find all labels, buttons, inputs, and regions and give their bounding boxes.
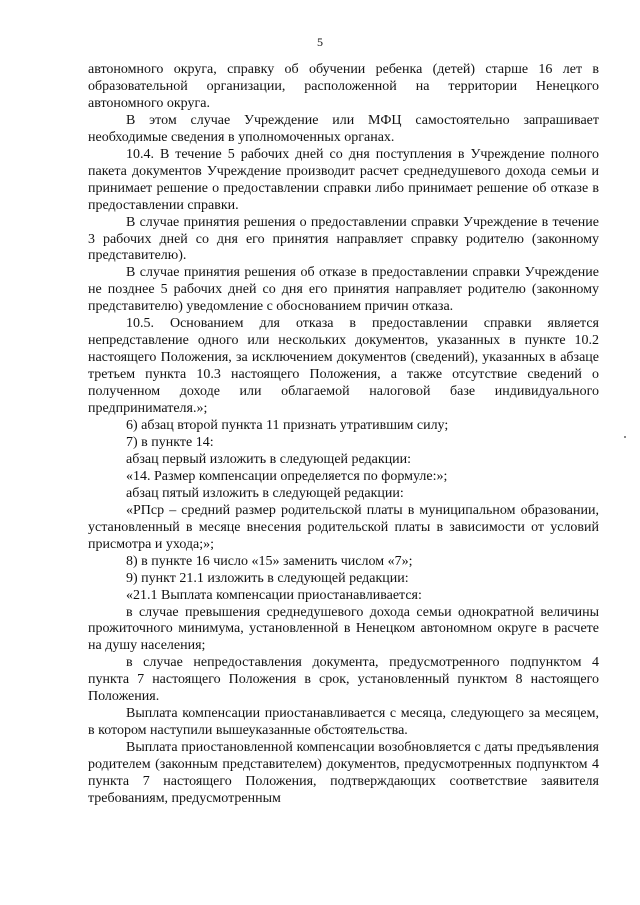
document-body <box>88 62 599 808</box>
paragraph: абзац пятый изложить в следующей редакции: <box>126 485 404 501</box>
paragraph: 9) пункт 21.1 изложить в следующей редакции: <box>126 570 409 586</box>
paragraph: «РПср – средний размер родительской платы в муниципальном образовании, установленный в месяце внесения родительской платы в зависимости от условий присмотра и ухода;»; <box>88 502 599 552</box>
page-number: 5 <box>317 35 323 49</box>
paragraph: в случае непредоставления документа, предусмотренного подпунктом 4 пункта 7 настоящего Положения в срок, установленный пунктом 8 настоящего Положения. <box>88 655 599 705</box>
paragraph: В случае принятия решения об отказе в предоставлении справки Учреждение не позднее 5 рабочих дней со дня его принятия направляет родителю (законному представителю) уведомление с обоснованием причин отказа. <box>88 265 599 315</box>
paragraph: Выплата приостановленной компенсации возобновляется с даты предъявления родителем (законным представителем) документов, предусмотренных подпунктом 4 пункта 7 настоящего Положения, подтверждающих соответствие заявителя требованиям, предусмотренным <box>88 740 599 806</box>
paragraph: «21.1 Выплата компенсации приостанавливается: <box>126 587 422 603</box>
paragraph: Выплата компенсации приостанавливается с месяца, следующего за месяцем, в котором наступили вышеуказанные обстоятельства. <box>88 706 599 739</box>
paragraph: 10.4. В течение 5 рабочих дней со дня поступления в Учреждение полного пакета документов Учреждение производит расчет среднедушевого дохода семьи и принимает решение о предоставлении справки либо принимает решение об отказе в предоставлении справки. <box>88 146 599 213</box>
paragraph: 10.5. Основанием для отказа в предоставлении справки является непредставление одного или нескольких документов, указанных в пункте 10.2 настоящего Положения, за исключением документов (сведений), указанных в абзаце третьем пункта 10.3 настоящего Положения, а также отсутствие сведений о полученном доходе или облагаемой налоговой базе индивидуального предпринимателя.»; <box>88 316 599 417</box>
paragraph: 8) в пункте 16 число «15» заменить числом «7»; <box>126 553 413 569</box>
paragraph: абзац первый изложить в следующей редакции: <box>126 451 412 467</box>
paragraph: в случае превышения среднедушевого дохода семьи однократной величины прожиточного минимума, установленной в Ненецком автономном округе в расчете на душу населения; <box>88 604 599 654</box>
paragraph: автономного округа, справку об обучении ребенка (детей) старше 16 лет в образовательной организации, расположенной на территории Ненецкого автономного округа. <box>88 62 599 111</box>
paragraph: 7) в пункте 14: <box>126 434 214 450</box>
scan-speck <box>624 436 626 438</box>
paragraph: 6) абзац второй пункта 11 признать утратившим силу; <box>126 418 449 434</box>
paragraph: В этом случае Учреждение или МФЦ самостоятельно запрашивает необходимые сведения в уполномоченных органах. <box>88 112 599 145</box>
paragraph: «14. Размер компенсации определяется по формуле:»; <box>126 468 448 484</box>
paragraph: В случае принятия решения о предоставлении справки Учреждение в течение 3 рабочих дней со дня его принятия направляет справку родителю (законному представителю). <box>88 214 599 264</box>
